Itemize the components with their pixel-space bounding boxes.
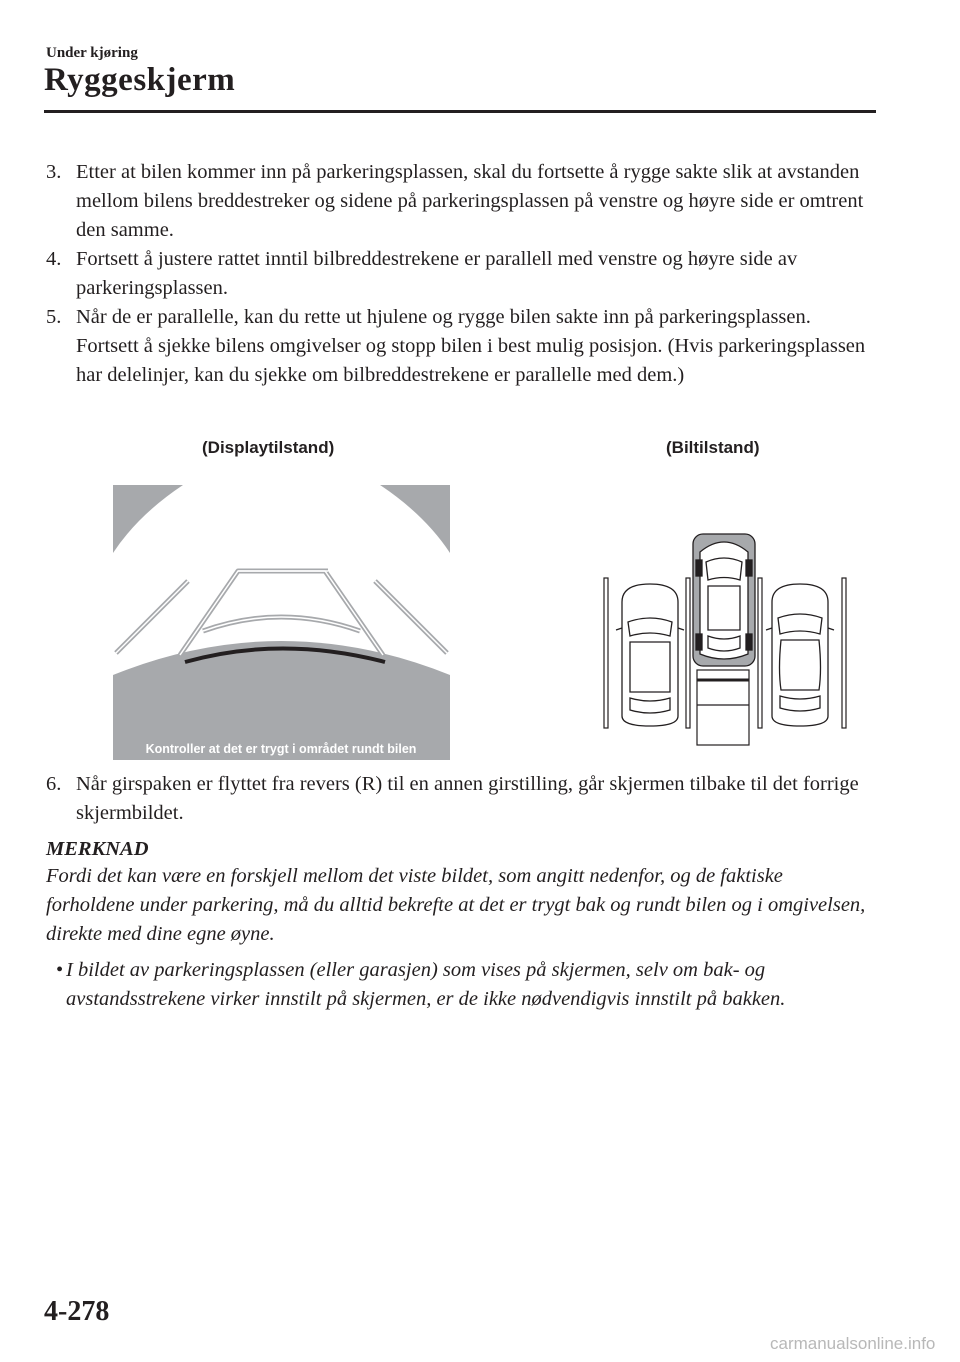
step-item xyxy=(46,245,876,303)
step-number: 5. xyxy=(46,306,62,328)
note-bullet-text: I bildet av parkeringsplassen (eller garasjen) som vises på skjermen, selv om bak- og avstandsstrekene virker innstilt på skjermen, er de ikke nødvendigvis innstilt på bakken. xyxy=(66,959,786,1010)
steps-list xyxy=(46,158,876,390)
camera-display-illustration xyxy=(113,485,450,760)
screen-message: Kontroller at det er trygt i området rundt bilen xyxy=(145,742,417,756)
step-6 xyxy=(46,770,876,828)
watermark: carmanualsonline.info xyxy=(770,1334,936,1353)
page-number: 4-278 xyxy=(44,1296,110,1327)
own-vehicle xyxy=(693,534,755,666)
step-text: Når de er parallelle, kan du rette ut hjulene og rygge bilen sakte inn på parkeringsplassen. Fortsett å sjekke bilens omgivelser og stopp bilen i best mulig posisjon. (Hvis parkeringsplassen har delelinjer, kan du sjekke om bilbreddestrekene er parallelle med dem.) xyxy=(76,306,866,386)
boundary-line-right xyxy=(842,578,846,728)
parking-state-illustration xyxy=(600,530,850,750)
boundary-line-mid-left xyxy=(686,578,690,728)
boundary-line-left xyxy=(604,578,608,728)
step-number: 6. xyxy=(46,773,62,795)
display-caption: (Displaytilstand) xyxy=(202,438,335,457)
note-heading: MERKNAD xyxy=(46,838,149,860)
parked-car-left xyxy=(616,584,684,726)
parked-car-right xyxy=(766,584,834,726)
boundary-line-mid-right xyxy=(758,578,762,728)
step-text: Når girspaken er flyttet fra revers (R) til en annen girstilling, går skjermen tilbake til det forrige skjermbildet. xyxy=(76,773,859,824)
step-text: Fortsett å justere rattet inntil bilbreddestrekene er parallell med venstre og høyre side av parkeringsplassen. xyxy=(76,248,798,299)
step-text: Etter at bilen kommer inn på parkeringsplassen, skal du fortsette å rygge sakte slik at avstanden mellom bilens breddestreker og sidene på parkeringsplassen på venstre og høyre side er omtrent den samme. xyxy=(76,161,864,241)
step-number: 4. xyxy=(46,248,62,270)
page-title: Ryggeskjerm xyxy=(44,62,236,98)
step-item xyxy=(46,303,876,390)
section-label: Under kjøring xyxy=(46,45,138,61)
step-item xyxy=(46,770,876,828)
step-number: 3. xyxy=(46,161,62,183)
step-item xyxy=(46,158,876,245)
title-rule xyxy=(44,110,876,113)
bullet-marker: • xyxy=(56,959,64,981)
note-text: Fordi det kan være en forskjell mellom det viste bildet, som angitt nedenfor, og de faktiske forholdene under parkering, må du alltid bekrefte at det er trygt bak og rundt bilen og i omgivelsen, direkte med dine egne øyne. xyxy=(46,865,866,945)
note-bullet xyxy=(46,956,876,1014)
vehicle-caption: (Biltilstand) xyxy=(666,438,760,457)
